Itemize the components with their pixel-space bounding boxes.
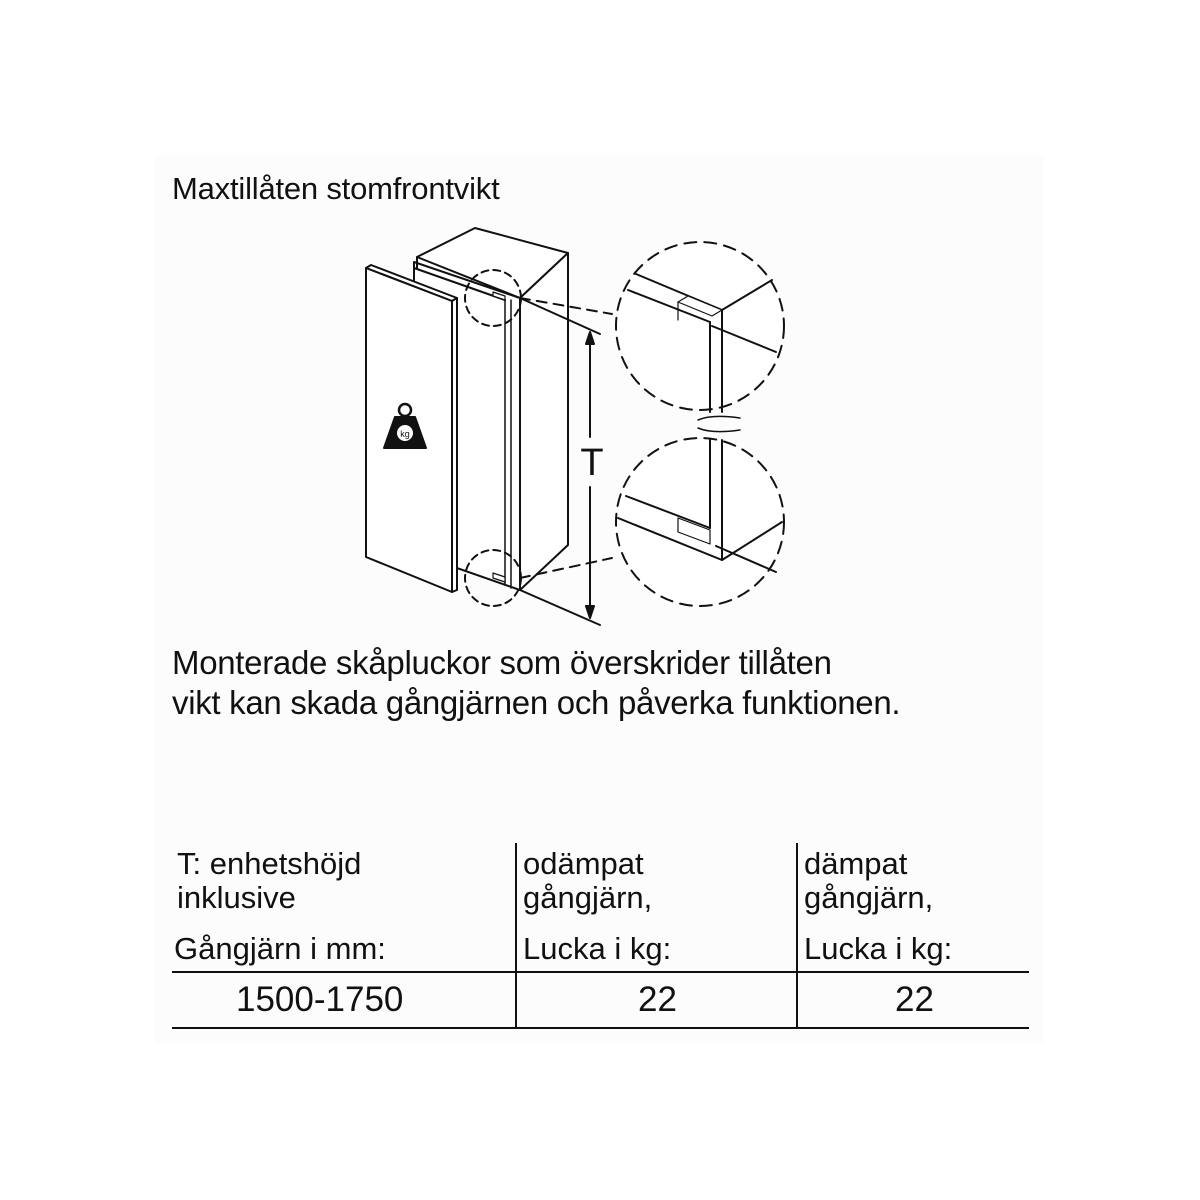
header-text: inklusive <box>177 880 296 915</box>
cell-value: 22 <box>638 980 677 1019</box>
header-damped-hinge <box>796 843 1031 971</box>
cell-height-range <box>172 973 515 1027</box>
break-mark <box>698 416 740 431</box>
cell-value: 22 <box>895 980 934 1019</box>
header-unit-height <box>172 843 515 971</box>
warning-text <box>172 643 900 723</box>
cell-undamped-weight <box>515 973 798 1027</box>
header-text: dämpat <box>804 846 908 881</box>
warning-line-1: Monterade skåpluckor som överskrider tillåten <box>172 644 832 681</box>
cell-value: 1500-1750 <box>236 980 404 1019</box>
svg-text:T: T <box>580 442 604 484</box>
svg-text:kg: kg <box>400 429 410 439</box>
header-text: T: enhetshöjd <box>177 846 362 881</box>
zoom-detail-bottom <box>616 438 784 606</box>
header-text: gångjärn, <box>523 880 653 915</box>
header-text: Lucka i kg: <box>804 931 953 966</box>
header-text: gångjärn, <box>804 880 934 915</box>
page-title: Maxtillåten stomfrontvikt <box>172 171 500 206</box>
table-header-row <box>172 843 1029 973</box>
warning-line-2: vikt kan skada gångjärnen och påverka funktionen. <box>172 684 901 721</box>
header-text: Gångjärn i mm: <box>174 931 386 966</box>
header-undamped-hinge <box>515 843 798 971</box>
table-row <box>172 973 1029 1029</box>
weight-spec-table <box>172 843 1029 1029</box>
cabinet-door-illustration <box>340 220 810 630</box>
cell-damped-weight <box>796 973 1031 1027</box>
zoom-detail-top <box>616 242 784 412</box>
header-text: Lucka i kg: <box>523 931 672 966</box>
header-text: odämpat <box>523 846 644 881</box>
